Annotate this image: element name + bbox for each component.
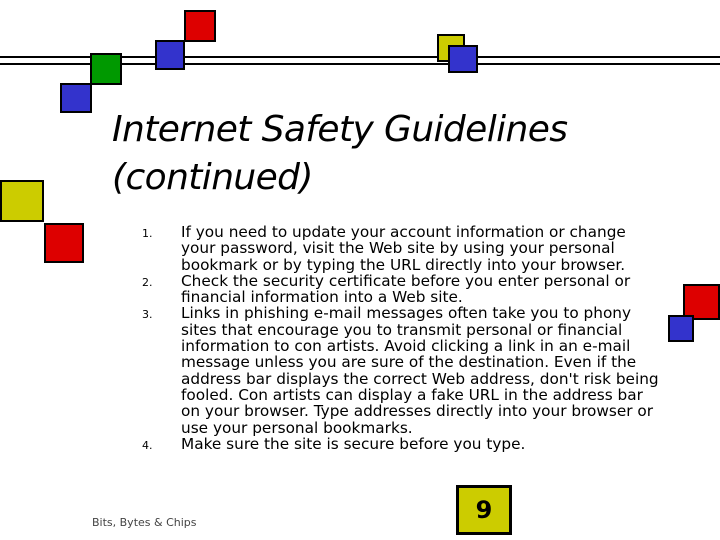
red-square-left	[44, 223, 84, 263]
blue-square-right	[668, 315, 694, 342]
page-number-badge	[456, 485, 512, 535]
green-square-top	[90, 53, 122, 85]
list-item	[120, 224, 660, 273]
list-item-text: If you need to update your account information or change your password, visit the Web site by using your personal bookmark or by typing the URL directly into your browser.	[181, 223, 626, 274]
yellow-square-left	[0, 180, 44, 222]
list-item	[120, 273, 660, 306]
blue-square-left	[60, 83, 92, 113]
red-square-top	[184, 10, 216, 42]
list-item	[120, 436, 660, 452]
slide-footer: Bits, Bytes & Chips	[92, 516, 197, 529]
slide-title-line2: (continued)	[112, 157, 313, 198]
list-item-number: 3.	[142, 308, 153, 322]
blue-square-top-right	[448, 45, 478, 73]
list-item-number: 1.	[142, 227, 153, 240]
list-item-number: 2.	[142, 275, 153, 289]
list-item-text: Links in phishing e-mail messages often take you to phony sites that encourage you to transmit personal or financial information to con artists. Avoid clicking a link in an e-mail message unless you are sure of the destination. Even if the address bar displays the correct Web address, don't risk being fooled. Con artists can display a fake URL in the address bar on your browser. Type addresses directly into your browser or use your personal bookmarks.	[181, 304, 659, 437]
list-item-number: 4.	[142, 438, 153, 452]
blue-square-top	[155, 40, 185, 70]
list-item	[120, 305, 660, 435]
list-item-text: Check the security certificate before you enter personal or financial information into a Web site.	[181, 271, 631, 307]
slide-title	[112, 106, 672, 202]
page-number: 9	[475, 496, 493, 524]
slide-title-line1: Internet Safety Guidelines	[112, 109, 568, 150]
list-item-text: Make sure the site is secure before you type.	[181, 434, 526, 453]
guidelines-list	[120, 224, 660, 452]
